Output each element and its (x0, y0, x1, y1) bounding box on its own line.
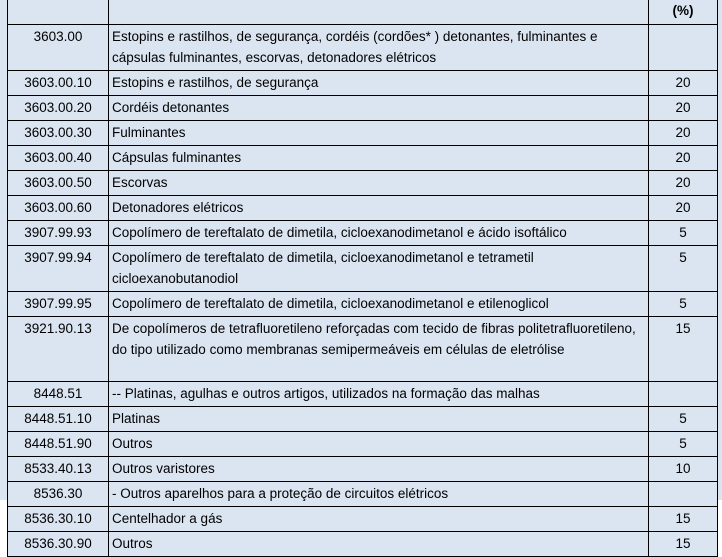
table-row (8, 25, 718, 71)
table-row (8, 71, 718, 96)
description-cell[interactable]: Escorvas (109, 171, 649, 196)
table-row (8, 317, 718, 382)
description-cell[interactable]: -- Platinas, agulhas e outros artigos, utilizados na formação das malhas (109, 382, 649, 407)
table-row (8, 246, 718, 292)
description-cell[interactable]: Platinas (109, 407, 649, 432)
table-row (8, 507, 718, 532)
description-cell[interactable]: De copolímeros de tetrafluoretileno reforçadas com tecido de fibras politetrafluoretileno, do tipo utilizado como membranas semipermeáveis em células de eletrólise (109, 317, 649, 382)
rate-cell[interactable]: 15 (649, 507, 718, 532)
rate-cell[interactable]: 20 (649, 171, 718, 196)
ncm-code-cell[interactable]: 8533.40.13 (8, 457, 109, 482)
table-row (8, 532, 718, 557)
table-row (8, 292, 718, 317)
ncm-code-cell[interactable]: 3603.00.60 (8, 196, 109, 221)
description-cell[interactable]: Cápsulas fulminantes (109, 146, 649, 171)
ncm-code-cell[interactable]: 3907.99.95 (8, 292, 109, 317)
header-row (8, 0, 718, 25)
ncm-code-cell[interactable]: 3603.00.20 (8, 96, 109, 121)
header-rate-cell[interactable]: (%) (649, 0, 718, 25)
rate-cell[interactable]: 5 (649, 407, 718, 432)
description-cell[interactable]: Detonadores elétricos (109, 196, 649, 221)
table-row (8, 382, 718, 407)
description-cell[interactable]: Centelhador a gás (109, 507, 649, 532)
ncm-code-cell[interactable]: 3907.99.93 (8, 221, 109, 246)
rate-cell[interactable]: 20 (649, 71, 718, 96)
rate-cell[interactable]: 15 (649, 532, 718, 557)
description-cell[interactable]: Estopins e rastilhos, de segurança, cordéis (cordões* ) detonantes, fulminantes e cápsulas fulminantes, escorvas, detonadores elétricos (109, 25, 649, 71)
table-row (8, 457, 718, 482)
ncm-code-cell[interactable]: 3921.90.13 (8, 317, 109, 382)
description-cell[interactable]: Copolímero de tereftalato de dimetila, cicloexanodimetanol e etilenoglicol (109, 292, 649, 317)
ncm-code-cell[interactable]: 3907.99.94 (8, 246, 109, 292)
rate-cell[interactable]: 15 (649, 317, 718, 382)
description-cell[interactable]: Cordéis detonantes (109, 96, 649, 121)
rate-cell[interactable]: 20 (649, 196, 718, 221)
rate-cell[interactable] (649, 382, 718, 407)
table-row (8, 96, 718, 121)
rate-cell[interactable]: 20 (649, 121, 718, 146)
table-row (8, 221, 718, 246)
rate-cell[interactable]: 5 (649, 432, 718, 457)
rate-cell[interactable] (649, 482, 718, 507)
ncm-code-cell[interactable]: 8448.51.10 (8, 407, 109, 432)
table-row (8, 121, 718, 146)
table-row (8, 171, 718, 196)
ncm-code-cell[interactable]: 3603.00.30 (8, 121, 109, 146)
ncm-code-cell[interactable]: 8448.51.90 (8, 432, 109, 457)
description-cell[interactable]: Outros (109, 532, 649, 557)
table-row (8, 146, 718, 171)
ncm-code-cell[interactable]: 3603.00.40 (8, 146, 109, 171)
tariff-table (7, 0, 718, 557)
ncm-code-cell[interactable]: 8536.30.10 (8, 507, 109, 532)
ncm-code-cell[interactable]: 8448.51 (8, 382, 109, 407)
rate-cell[interactable]: 5 (649, 292, 718, 317)
rate-cell[interactable]: 20 (649, 146, 718, 171)
ncm-code-cell[interactable]: 8536.30.90 (8, 532, 109, 557)
ncm-code-cell[interactable]: 8536.30 (8, 482, 109, 507)
rate-cell[interactable]: 5 (649, 246, 718, 292)
description-cell[interactable]: Copolímero de tereftalato de dimetila, cicloexanodimetanol e ácido isoftálico (109, 221, 649, 246)
description-cell[interactable]: Estopins e rastilhos, de segurança (109, 71, 649, 96)
description-cell[interactable]: Outros varistores (109, 457, 649, 482)
header-code-cell[interactable] (8, 0, 109, 25)
rate-cell[interactable]: 5 (649, 221, 718, 246)
rate-cell[interactable] (649, 25, 718, 71)
table-row (8, 196, 718, 221)
ncm-code-cell[interactable]: 3603.00 (8, 25, 109, 71)
ncm-code-cell[interactable]: 3603.00.50 (8, 171, 109, 196)
table-row (8, 482, 718, 507)
description-cell[interactable]: Outros (109, 432, 649, 457)
description-cell[interactable]: - Outros aparelhos para a proteção de circuitos elétricos (109, 482, 649, 507)
description-cell[interactable]: Fulminantes (109, 121, 649, 146)
header-description-cell[interactable] (109, 0, 649, 25)
description-cell[interactable]: Copolímero de tereftalato de dimetila, cicloexanodimetanol e tetrametil cicloexanobutanodiol (109, 246, 649, 292)
rate-cell[interactable]: 10 (649, 457, 718, 482)
table-row (8, 407, 718, 432)
table-row (8, 432, 718, 457)
rate-cell[interactable]: 20 (649, 96, 718, 121)
ncm-code-cell[interactable]: 3603.00.10 (8, 71, 109, 96)
